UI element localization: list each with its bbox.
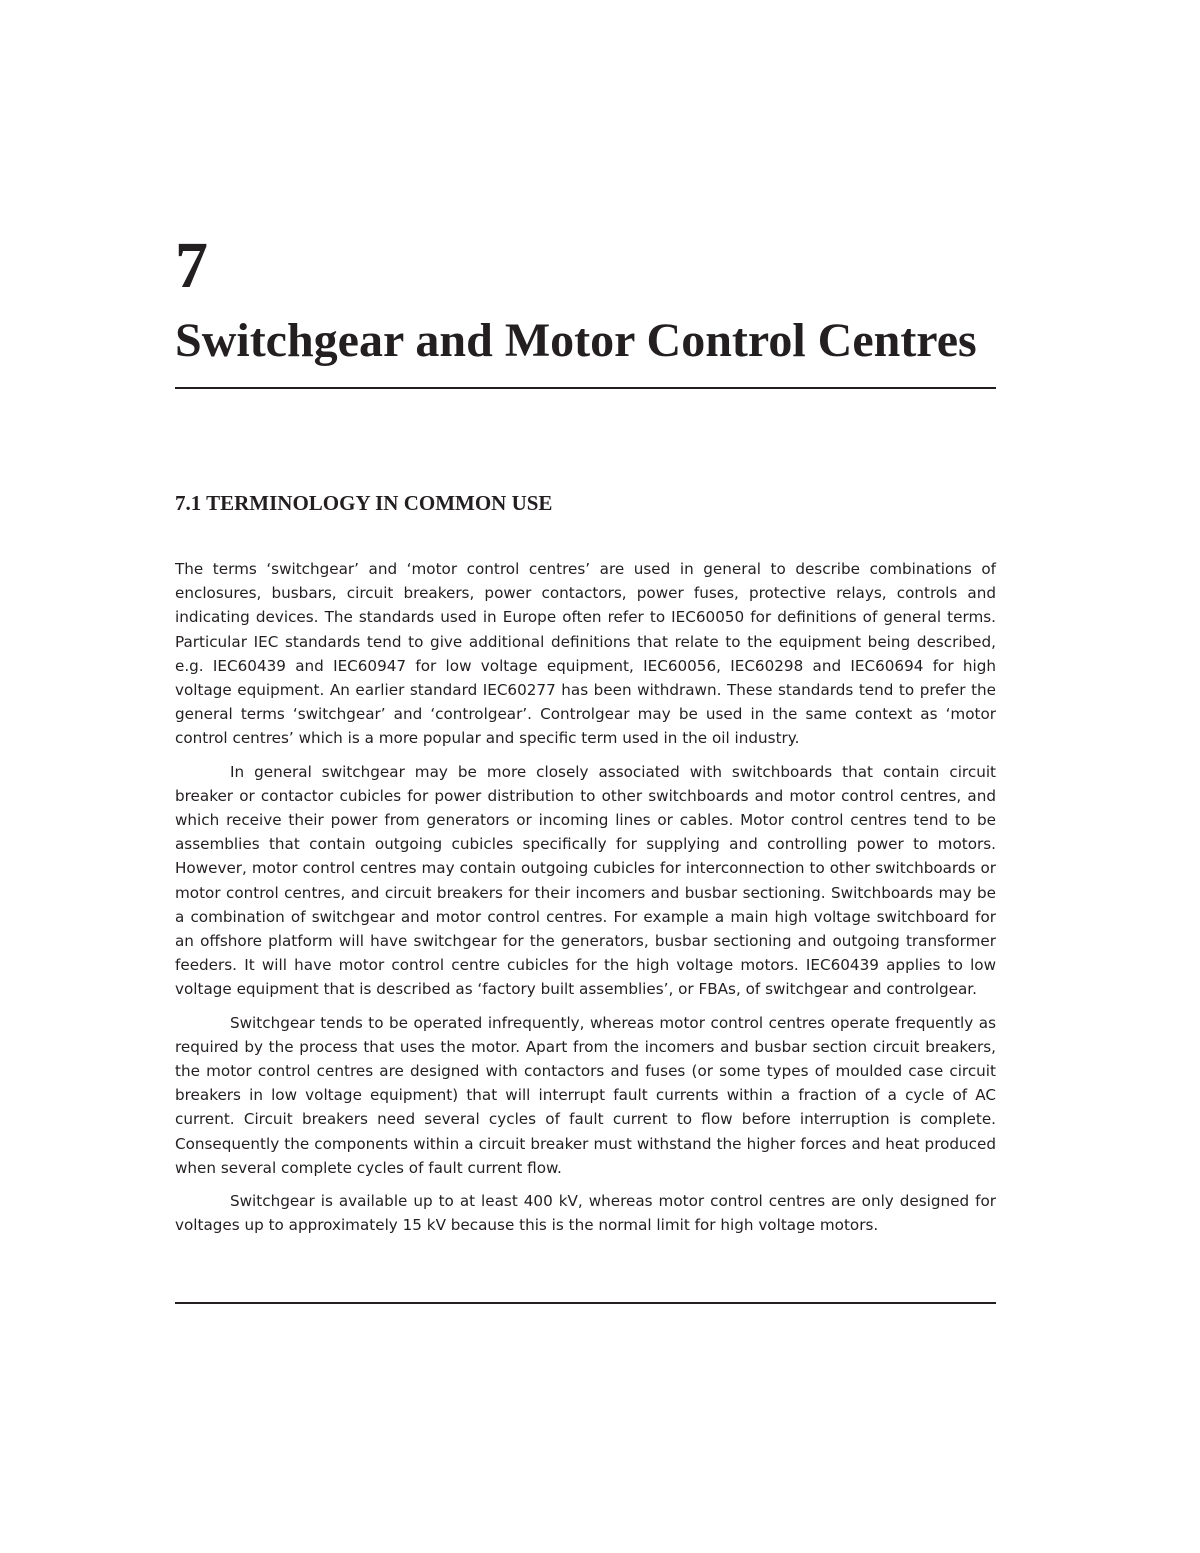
- paragraph: In general switchgear may be more closely associated with switchboards that contain circuit breaker or contactor cubicles for power distribution to other switchboards and motor control centres, and which receive their power from generators or incoming lines or cables. Motor control centres tend to be assemblies that contain outgoing cubicles specifically for supplying and controlling power to motors. However, motor control centres may contain outgoing cubicles for interconnection to other switchboards or motor control centres, and circuit breakers for their incomers and busbar sectioning. Switchboards may be a combination of switchgear and motor control centres. For example a main high voltage switchboard for an offshore platform will have switchgear for the generators, busbar sectioning and outgoing transformer feeders. It will have motor control centre cubicles for the high voltage motors. IEC60439 applies to low voltage equipment that is described as ‘factory built assemblies’, or FBAs, of switchgear and controlgear.: [175, 762, 996, 999]
- paragraph: Switchgear tends to be operated infrequently, whereas motor control centres operate frequently as required by the process that uses the motor. Apart from the incomers and busbar section circuit breakers, the motor control centres are designed with contactors and fuses (or some types of moulded case circuit breakers in low voltage equipment) that will interrupt fault currents within a fraction of a cycle of AC current. Circuit breakers need several cycles of fault current to flow before interruption is complete. Consequently the components within a circuit breaker must withstand the higher forces and heat produced when several complete cycles of fault current flow.: [175, 1013, 996, 1177]
- chapter-title: Switchgear and Motor Control Centres: [175, 314, 977, 367]
- section-heading: 7.1 TERMINOLOGY IN COMMON USE: [175, 491, 553, 515]
- paragraph: Switchgear is available up to at least 400 kV, whereas motor control centres are only designed for voltages up to approximately 15 kV because this is the normal limit for high voltage motors.: [175, 1192, 996, 1235]
- bottom-divider: [175, 1302, 996, 1304]
- top-divider: [175, 387, 996, 389]
- chapter-number: 7: [175, 229, 208, 302]
- body-text: [175, 557, 996, 1246]
- paragraph: The terms ‘switchgear’ and ‘motor control centres’ are used in general to describe combinations of enclosures, busbars, circuit breakers, power contactors, power fuses, protective relays, controls and indicating devices. The standards used in Europe often refer to IEC60050 for definitions of general terms. Particular IEC standards tend to give additional definitions that relate to the equipment being described, e.g. IEC60439 and IEC60947 for low voltage equipment, IEC60056, IEC60298 and IEC60694 for high voltage equipment. An earlier standard IEC60277 has been withdrawn. These standards tend to prefer the general terms ‘switchgear’ and ‘controlgear’. Controlgear may be used in the same context as ‘motor control centres’ which is a more popular and specific term used in the oil industry.: [175, 560, 996, 748]
